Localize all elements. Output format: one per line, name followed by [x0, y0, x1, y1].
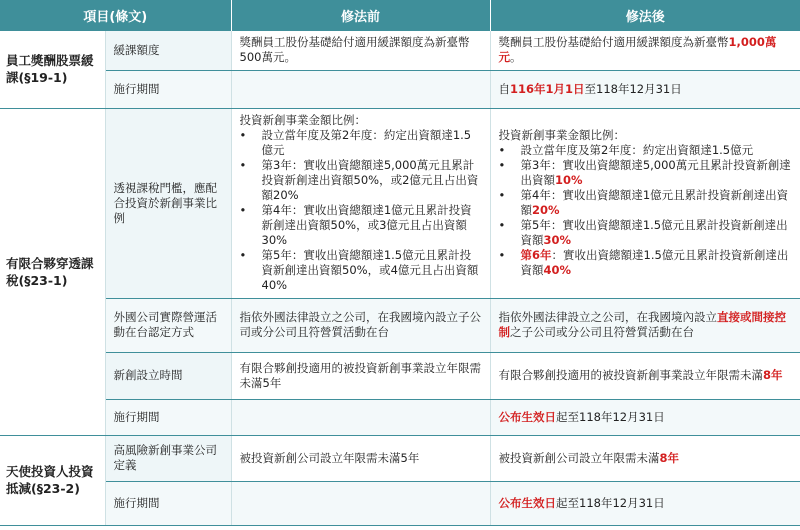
after-text: 第3年：實收出資總額達5,000萬元且累計投資新創達出資額: [520, 158, 791, 187]
item-label: 緩課額度: [105, 31, 231, 70]
highlight-text: 8年: [659, 450, 680, 465]
after-text: 被投資新創公司設立年限需未滿: [498, 450, 660, 465]
list-item: • 設立當年度及第2年度：約定出資額達1.5億元: [240, 128, 482, 158]
list-item: [499, 188, 793, 218]
after-cell: [490, 481, 800, 525]
item-label: 施行期間: [105, 399, 231, 435]
header-row: [0, 0, 800, 31]
after-cell: [490, 108, 800, 298]
highlight-text: 1,000萬元: [498, 35, 777, 65]
header-before: 修法前: [231, 0, 490, 31]
after-text: 。: [510, 50, 522, 65]
table-row: [0, 31, 800, 70]
group-label: 有限合夥穿透課稅(§23-1): [0, 108, 105, 435]
after-cell: [490, 70, 800, 108]
table-row: [0, 435, 800, 481]
highlight-text: 30%: [543, 233, 572, 247]
header-item: 項目(條文): [0, 0, 231, 31]
before-list: [240, 128, 482, 293]
group-label: 員工獎酬股票緩課(§19-1): [0, 31, 105, 108]
highlight-text: 第6年: [520, 248, 552, 262]
highlight-text: 公布生效日: [498, 495, 557, 510]
list-item: [499, 248, 793, 278]
before-cell: [231, 481, 490, 525]
group-label: 天使投資人投資抵減(§23-2): [0, 435, 105, 525]
after-cell: [490, 435, 800, 481]
list-item: [499, 218, 793, 248]
after-text: ：實收出資總額達1.5億元且累計投資新創達出資額: [520, 248, 789, 277]
item-label: 外國公司實際營運活動在台認定方式: [105, 298, 231, 352]
table-row: [0, 399, 800, 435]
after-text: 第4年：實收出資總額達1億元且累計投資新創達出資額: [520, 188, 789, 217]
table-row: [0, 70, 800, 108]
after-text: 之子公司或分公司且符營質活動在台: [510, 325, 695, 339]
list-item: • 第5年：實收出資總額達1.5億元且累計投資新創達出資額50%，或4億元且占出資額40%: [240, 248, 482, 293]
item-label: 施行期間: [105, 70, 231, 108]
before-cell: [231, 70, 490, 108]
item-label: 施行期間: [105, 481, 231, 525]
after-list: [499, 143, 793, 278]
item-label: 透視課稅門檻，應配合投資於新創事業比例: [105, 108, 231, 298]
after-text: 獎酬員工股份基礎給付適用緩課額度為新臺幣: [498, 35, 729, 50]
before-cell: [231, 399, 490, 435]
list-intro: 投資新創事業金額比例：: [239, 113, 367, 127]
list-item: • 第4年：實收出資總額達1億元且累計投資新創達出資額50%，或3億元且占出資額30%: [240, 203, 482, 248]
before-cell: 指依外國法律設立之公司，在我國境內設立子公司或分公司且符營質活動在台: [231, 298, 490, 352]
after-text: 第5年：實收出資總額達1.5億元且累計投資新創達出資額: [520, 218, 788, 247]
highlight-text: 直接或間接控制: [498, 310, 787, 339]
after-text: 至118年12月31日: [584, 81, 682, 96]
before-cell: 被投資新創公司設立年限需未滿5年: [231, 435, 490, 481]
after-text: 設立當年度及第2年度：約定出資額達1.5億元: [520, 143, 754, 157]
highlight-text: 8年: [763, 368, 783, 382]
table-row: [0, 108, 800, 298]
list-item: • 第3年：實收出資總額達5,000萬元且累計投資新創達出資額50%，或2億元且占出資額20%: [240, 158, 482, 203]
table-row: [0, 481, 800, 525]
list-item: [499, 143, 793, 158]
highlight-text: 116年1月1日: [510, 81, 585, 96]
item-label: 高風險新創事業公司定義: [105, 435, 231, 481]
item-label: 新創設立時間: [105, 352, 231, 399]
after-text: 起至118年12月31日: [556, 409, 665, 424]
after-cell: [490, 31, 800, 70]
list-intro: 投資新創事業金額比例：: [498, 128, 626, 142]
highlight-text: 公布生效日: [498, 409, 557, 424]
before-cell: 有限合夥創投適用的被投資新創事業設立年限需未滿5年: [231, 352, 490, 399]
after-cell: [490, 352, 800, 399]
after-cell: [490, 298, 800, 352]
table-row: [0, 298, 800, 352]
table-row: [0, 352, 800, 399]
after-text: 起至118年12月31日: [556, 495, 665, 510]
header-after: 修法後: [490, 0, 800, 31]
highlight-text: 40%: [543, 263, 572, 277]
after-text: 有限合夥創投適用的被投資新創事業設立年限需未滿: [498, 368, 764, 382]
after-cell: [490, 399, 800, 435]
before-cell: 獎酬員工股份基礎給付適用緩課額度為新臺幣500萬元。: [231, 31, 490, 70]
before-cell: [231, 108, 490, 298]
highlight-text: 10%: [555, 173, 583, 187]
list-item: [499, 158, 793, 188]
after-text: 自: [498, 81, 511, 96]
highlight-text: 20%: [532, 203, 560, 217]
after-text: 指依外國法律設立之公司，在我國境內設立: [498, 310, 718, 324]
